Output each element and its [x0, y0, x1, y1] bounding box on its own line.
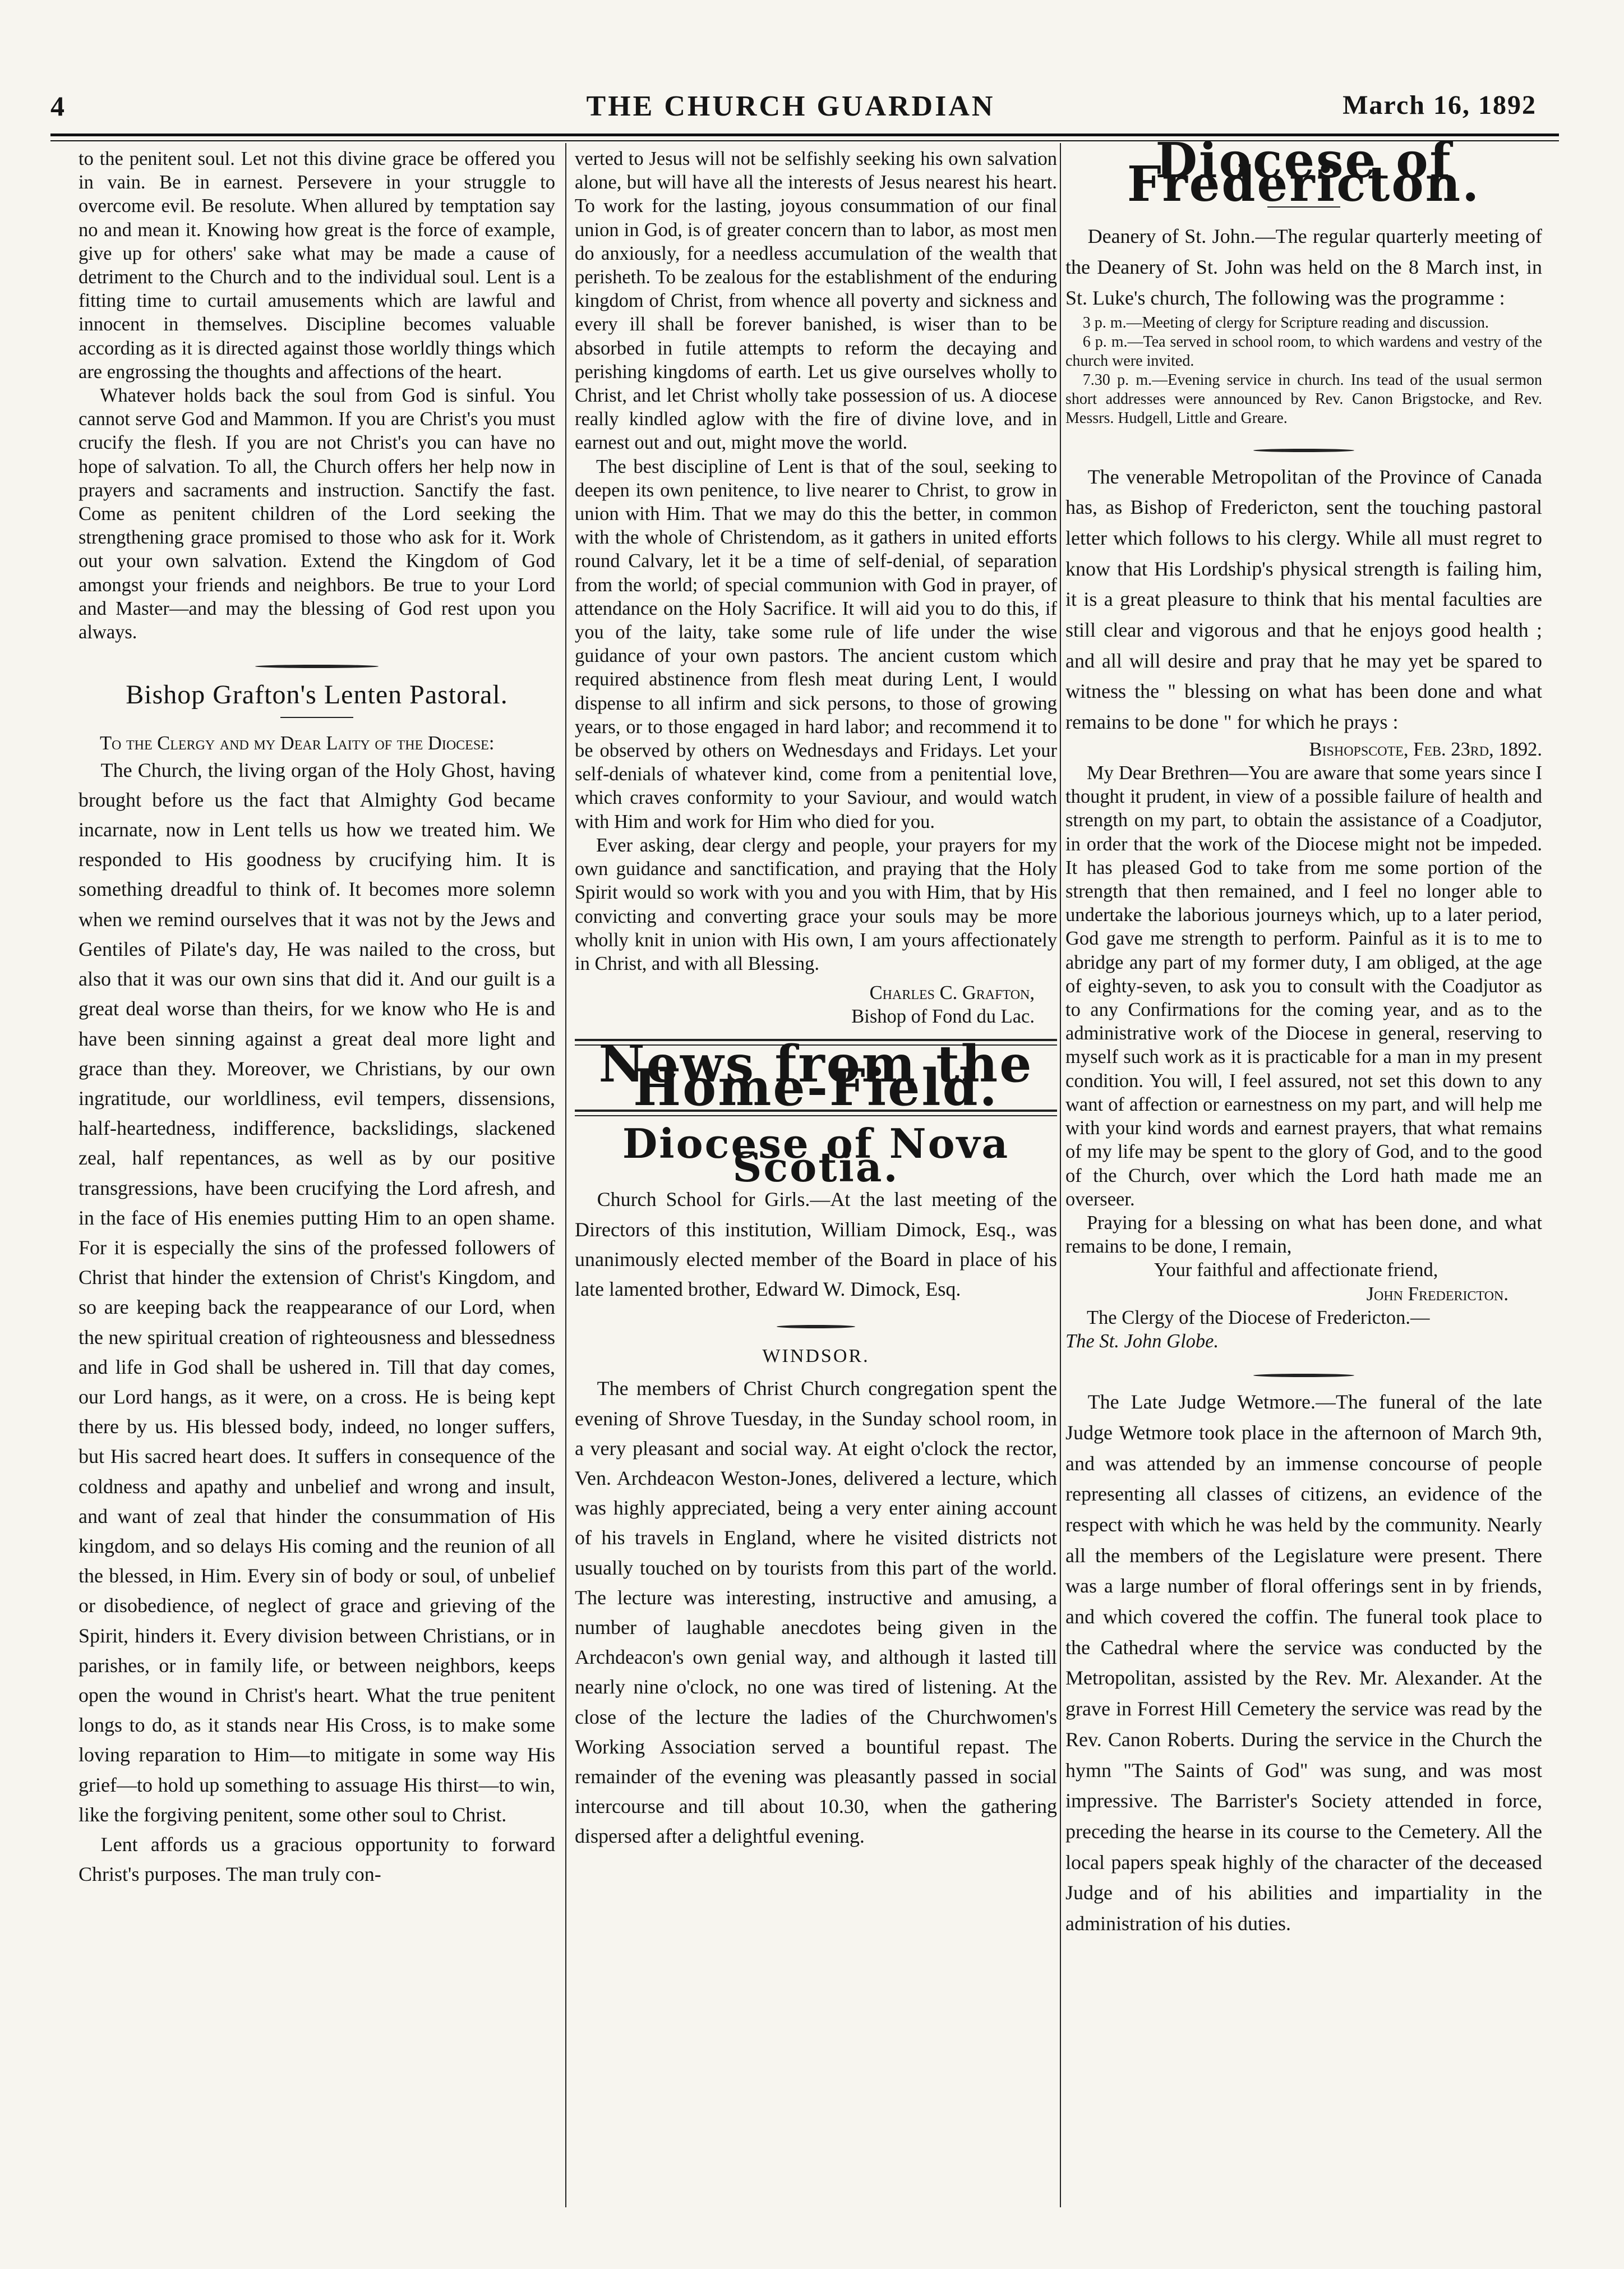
- ornament-divider: [79, 653, 555, 669]
- ornament-divider: [1065, 437, 1542, 453]
- lenten-text-continued: to the penitent soul. Let not this divine grace be offered you in vain. Be in earnest. Persevere in your struggle to overcome evil. Be resolute. When allured by temptation say no and mean it. Knowing how great is the force of example, give up for others' sake what may be made a cause of detriment to the Church and to the individual soul. Lent is a fitting time to curtail amusements which are lawful and innocent in themselves. Discipline becomes valuable according as it is directed against those worldly things which are engrossing the thoughts and affections of the heart.: [79, 148, 555, 383]
- deanery-item: Deanery of St. John.—The regular quarterly meeting of the Deanery of St. John was held on the 8 March inst, in St. Luke's church, The following was the programme :: [1065, 225, 1542, 309]
- programme-item: 6 p. m.—Tea served in school room, to which wardens and vestry of the church were invited.: [1065, 333, 1542, 370]
- clergy-line: The Clergy of the Diocese of Fredericton.—: [1086, 1306, 1430, 1328]
- column-divider-2: [1060, 143, 1061, 2207]
- source-credit: The St. John Globe.: [1065, 1330, 1219, 1352]
- letter-signature: John Fredericton.: [1366, 1283, 1508, 1305]
- diocese-heading: Diocese of Nova Scotia.: [622, 1119, 1010, 1191]
- pastoral-discipline: The best discipline of Lent is that of the soul, seeking to deepen its own penitence, to live nearer to Christ, to grow in union with Him. That we may do this the better, in common with the whole of Christendom, as it gathers in united efforts round Calvary, let it be a time of self-denial, of separation from the world; of special communion with God in prayer, of attendance on the Holy Sacrifice. It will aid you to do this, if you of the laity, take some rule of life under the wise guidance of your own pastors. The ancient custom which required abstinence from flesh meat during Lent, I would dispense to all infirm and sick persons, to those of growing years, or to those engaged in hard labor; and recommend it to be observed by others on Wednesdays and Fridays. Let your self-denials of whatever kind, come from a penitential love, which craves conformity to your Saviour, and would watch with Him and work for Him who died for you.: [575, 455, 1057, 832]
- salutation: To the Clergy and my Dear Laity of the Diocese:: [99, 733, 495, 754]
- paper-title: THE CHURCH GUARDIAN: [586, 90, 995, 122]
- article-heading: Bishop Grafton's Lenten Pastoral.: [126, 680, 508, 710]
- column-2: [575, 147, 1057, 1852]
- church-school-item: Church School for Girls.—At the last meeting of the Directors of this institution, William Dimock, Esq., was unanimously elected member of the Board in place of his late lamented brother, Edward W. Dimock, Esq.: [575, 1188, 1057, 1300]
- pastoral-closing: Ever asking, dear clergy and people, your prayers for my own guidance and sanctification, and praying that the Holy Spirit would so work with you and you with Him, that by His convicting and converting grace your souls may be more wholly knit in union with His own, I am yours affectionately in Christ, and with all Blessing.: [575, 834, 1057, 974]
- letter-closing: Your faithful and affectionate friend,: [1154, 1259, 1438, 1281]
- column-3: [1065, 132, 1542, 1939]
- windsor-item: The members of Christ Church congregation spent the evening of Shrove Tuesday, in the Sunday school room, in a very pleasant and social way. At eight o'clock the rector, Ven. Archdeacon Weston-Jones, delivered a lecture, which was highly appreciated, being a very enter aining account of his travels in England, where he visited districts not usually touched on by tourists from this part of the world. The lecture was interesting, instructive and amusing, a number of laughable anecdotes being given in the Archdeacon's own genial way, and although it lasted till nearly nine o'clock, no one was tired of listening. At the close of the lecture the ladies of the Churchwomen's Working Association served a bountiful repast. The remainder of the evening was pleasantly passed in social intercourse and till about 10.30, when the gathering dispersed after a delightful evening.: [575, 1377, 1057, 1848]
- masthead: [39, 90, 1542, 135]
- programme-item: 7.30 p. m.—Evening service in church. Ins tead of the usual sermon short addresses were announced by Rev. Canon Brigstocke, and Rev. Messrs. Hudgell, Little and Greare.: [1065, 371, 1542, 427]
- issue-date: March 16, 1892: [1342, 90, 1537, 120]
- page-number: 4: [50, 90, 64, 122]
- column-divider-1: [565, 143, 566, 2207]
- letter-body: My Dear Brethren—You are aware that some years since I thought it prudent, in view of a possible failure of health and strength on my part, to obtain the assistance of a Coadjutor, in order that the work of the Diocese might not be impeded. It has pleased God to take from me some portion of the strength that then remained, and I feel no longer able to undertake the laborious journeys which, up to a later period, God gave me strength to perform. Painful as it is to me to abridge any part of my former duty, I am obliged, at the age of eighty-seven, to ask you to consult with the Coadjutor as to any Confirmations for the coming year, and as to the administrative work of the Diocese in general, reserving to myself such work as it is practicable for a man in my present condition. You will, I feel assured, not set this down to any want of affection or earnestness on my part, and will help me with your kind words and earnest prayers, that what remains of my life may be spent to the glory of God, and to the good of the Church, over which the Lord hath made me an overseer.: [1065, 762, 1542, 1210]
- pastoral-continued: verted to Jesus will not be selfishly seeking his own salvation alone, but will have all the interests of Jesus nearest his heart. To work for the lasting, joyous consummation of our final union in God, is of greater concern than to labor, as most men do anxiously, for a needless accumulation of the wealth that perisheth. To be zealous for the establishment of the enduring kingdom of Christ, from whence all poverty and sickness and every ill shall be forever banished, is wiser than to be absorbed in futile attempts to reform the decaying and perishing kingdoms of earth. Let us give ourselves wholly to Christ, and let Christ wholly take possession of us. A diocese really kindled aglow with the fire of divine love, and in earnest out and out, might move the world.: [575, 148, 1057, 454]
- diocese-heading: Diocese of Fredericton.: [1127, 132, 1481, 213]
- programme-item: 3 p. m.—Meeting of clergy for Scripture reading and discussion.: [1082, 314, 1489, 332]
- pastoral-body: The Church, the living organ of the Holy Ghost, having brought before us the fact that Almighty God became incarnate, now in Lent tells us how we treated him. We responded to His goodness by crucifying him. It is something dreadful to think of. It becomes more solemn when we remind ourselves that it was not by the Jews and Gentiles of Pilate's day, He was nailed to the cross, but also that it was our own sins that did it. And our guilt is a great deal worse than theirs, for we know who He is and have been sinning against a great deal more light and grace than they. Moreover, we Christians, by our own ingratitude, our worldliness, evil tempers, dissensions, half-heartedness, indifference, backslidings, slackened zeal, half repentances, as well as by our positive transgressions, have been crucifying the Lord afresh, and in the face of His enemies putting Him to an open shame. For it is especially the sins of the professed followers of Christ that hinder the extension of Christ's Kingdom, and so are keeping back the reappearance of our Lord, when the new spiritual creation of righteousness and blessedness and life in God shall be ushered in. Till that day comes, our Lord hangs, as it were, on a cross. He is being kept there by us. His blessed body, indeed, no longer suffers, but His sacred heart does. It suffers in consequence of the coldness and apathy and unbelief and wrong and insult, and want of zeal that hinder the consummation of His kingdom, and so delays His coming and the reunion of all the blessed, in Him. Every sin of body or soul, of unbelief or disobedience, of neglect of grace and grieving of the Spirit, hinders it. Every division between Christians, or in parishes, or in family life, or between neighbors, keeps open the wound in Christ's heart. What the true penitent longs to do, as it stands near His Cross, is to make some loving reparation to Him—to mitigate in some way His grief—to hold up something to assuage His thirst—to win, like the forgiving penitent, some other soul to Christ.: [79, 758, 555, 1826]
- signature-title: Bishop of Fond du Lac.: [851, 1006, 1035, 1028]
- letter-praying: Praying for a blessing on what has been done, and what remains to be done, I remain,: [1065, 1212, 1542, 1258]
- wetmore-item: The Late Judge Wetmore.—The funeral of the late Judge Wetmore took place in the afternoon of March 9th, and was attended by an immense concourse of people representing all classes of citizens, an evidence of the respect with which he was held by the community. Nearly all the members of the Legislature were present. There was a large number of floral offerings sent in by friends, and which covered the coffin. The funeral took place to the Cathedral where the service was conducted by the Metropolitan, assisted by the Rev. Mr. Alexander. At the grave in Forrest Hill Cemetery the service was read by the Rev. Canon Roberts. During the service in the Church the hymn "The Saints of God" was sung, and was most impressive. The Barrister's Society attended in force, preceding the hearse in its course to the Cemetery. All the local papers speak highly of the character of the deceased Judge and of his abilities and impartiality in the administration of his duties.: [1065, 1391, 1542, 1935]
- column-1: [79, 147, 555, 1889]
- letter-dateline: Bishopscote, Feb. 23rd, 1892.: [1309, 738, 1542, 760]
- pastoral-body-end: Lent affords us a gracious opportunity to forward Christ's purposes. The man truly con-: [79, 1833, 555, 1886]
- signature-name: Charles C. Grafton,: [869, 982, 1035, 1004]
- lenten-text-paragraph: Whatever holds back the soul from God is sinful. You cannot serve God and Mammon. If you are Christ's you must crucify the flesh. If you are not Christ's you can have no hope of salvation. To all, the Church offers her help now in prayers and sacraments and instruction. Sanctify the fast. Come as penitent children of the Lord seeking the strengthening grace promised to those who ask for it. Work out your own salvation. Extend the Kingdom of God amongst your friends and neighbors. Be true to your Lord and Master—and may the blessing of God rest upon you always.: [79, 385, 555, 643]
- metropolitan-item: The venerable Metropolitan of the Province of Canada has, as Bishop of Fredericton, sent the touching pastoral letter which follows to his clergy. While all must regret to know that His Lordship's physical strength is failing him, it is a great pleasure to think that his mental faculties are still clear and vigorous and that he enjoys good health ; and all will desire and pray that he may yet be spared to witness the " blessing on what has been done and what remains to be done " for which he prays :: [1065, 465, 1542, 734]
- ornament-divider: [575, 1313, 1057, 1329]
- windsor-heading: WINDSOR.: [762, 1346, 870, 1367]
- ornament-divider: [1065, 1362, 1542, 1378]
- section-banner: News from the Home-Field.: [598, 1034, 1034, 1117]
- heading-rule: [280, 717, 353, 718]
